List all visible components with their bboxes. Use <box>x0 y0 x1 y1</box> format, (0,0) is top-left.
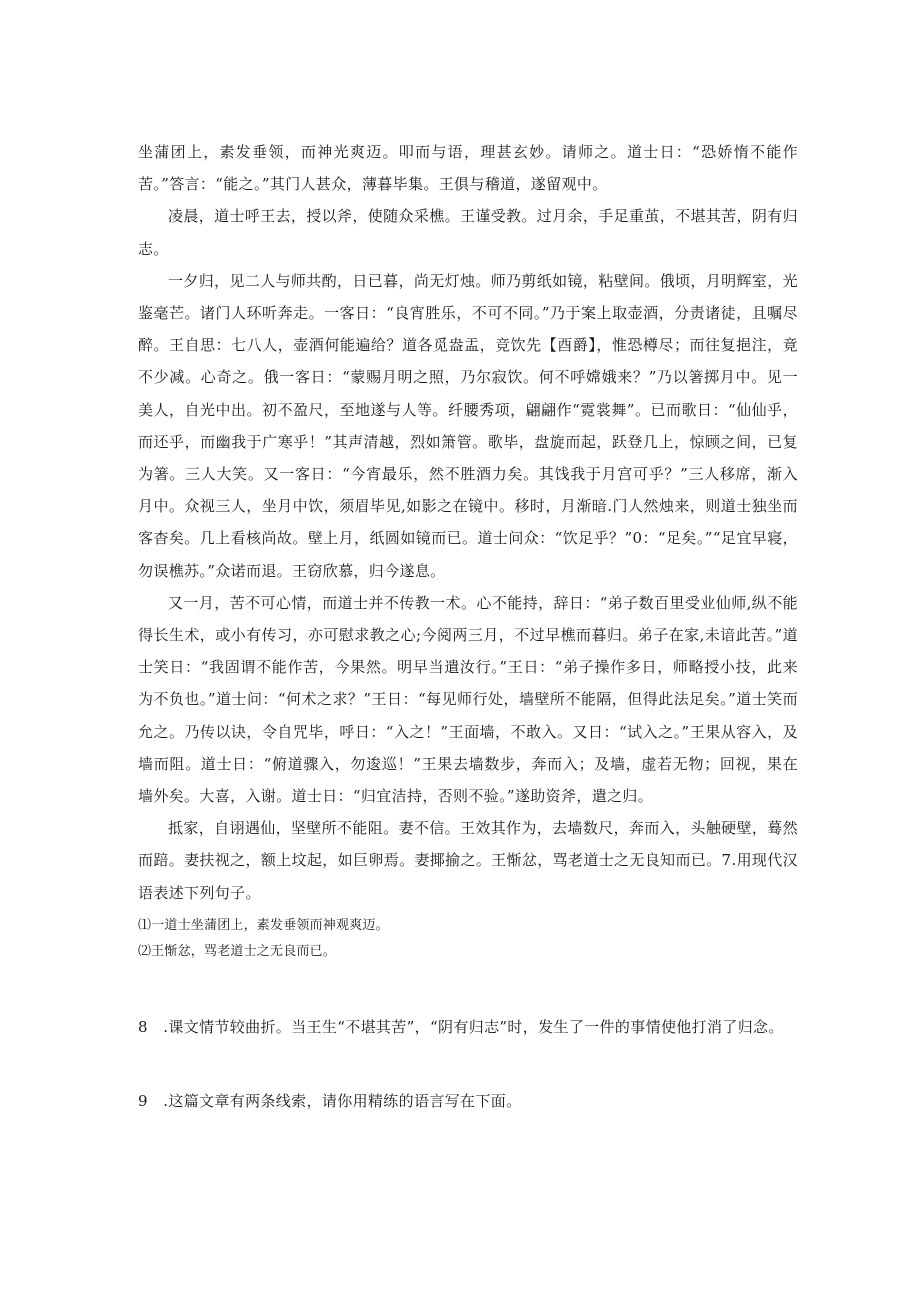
subquestion-1: ⑴一道士坐蒲团上，素发垂领而神观爽迈。 <box>138 917 389 933</box>
paragraph-1: 坐蒲团上，素发垂领，而神光爽迈。叩而与语，理甚玄妙。请师之。道士日：“恐娇惰不能作苦。”答言：“能之。”其门人甚众，薄暮毕集。王俱与稽道，遂留观中。 <box>138 143 798 194</box>
question-9: 9 .这篇文章有两条线索，请你用精练的语言写在下面。 <box>138 1091 522 1110</box>
paragraph-3: 一夕归，见二人与师共酌，日已暮，尚无灯烛。师乃剪纸如镜，粘壁间。俄顷，月明辉室，光鉴毫芒。诸门人环听奔走。一客日：“良宵胜乐，不可不同。”乃于案上取壶酒，分责诸徒，且嘱尽醉。王自思：七八人，壶酒何能遍给？道各觅盎盂，竞饮先【酉爵】，惟恐樽尽；而往复挹注，竟不少减。心奇之。俄一客日：“蒙赐月明之照，乃尔寂饮。何不呼嫦娥来？”乃以箸掷月中。见一美人，自光中出。初不盈尺，至地遂与人等。纤腰秀项，翩翩作“霓裳舞”。已而歌日：“仙仙乎，而还乎，而幽我于广寒乎！”其声清越，烈如箫管。歌毕，盘旋而起，跃登几上，惊顾之间，已复为箸。三人大笑。又一客日：“今宵最乐，然不胜酒力矣。其饯我于月宫可乎？”三人移席，渐入月中。众视三人，坐月中饮，须眉毕见,如影之在镜中。移时，月渐暗.门人然烛来，则道士独坐而客杳矣。几上看核尚故。壁上月，纸圆如镜而已。道士问众：“饮足乎？”0：“足矣。”“足宜早寝，勿误樵苏。”众诺而退。王窃欣慕，归今遂息。 <box>138 271 798 580</box>
subquestion-2: ⑵王惭忿，骂老道士之无良而已。 <box>138 943 337 959</box>
paragraph-4: 又一月，苦不可心情，而道士并不传教一术。心不能持，辞日：“弟子数百里受业仙师,纵不能得长生术，或小有传习，亦可慰求教之心;今阅两三月，不过早樵而暮归。弟子在家,未谙此苦。”道士笑日：“我固谓不能作苦，今果然。明早当遣汝行。”王日：“弟子操作多日，师略授小技，此来为不负也。”道士问：“何术之求？”王日：“每见师行处，墙壁所不能隔，但得此法足矣。”道士笑而允之。乃传以诀，令自咒毕，呼日：“入之！”王面墙，不敢入。又日：“试入之。”王果从容入，及墙而阻。道士日：“俯道骤入，勿逡巡！”王果去墙数步，奔而入；及墙，虚若无物；回视，果在墙外矣。大喜，入谢。道士日：“归宜洁持，否则不验。”遂助资斧，遣之归。 <box>138 593 798 806</box>
document-page <box>138 136 798 1113</box>
question-7-subitems <box>138 913 798 965</box>
question-8: 8 .课文情节较曲折。当王生“不堪其苦”，“阴有归志”时，发生了一件的事情使他打消了归念。 <box>138 1017 784 1036</box>
paragraph-5: 抵家，自诩遇仙，坚壁所不能阻。妻不信。王效其作为，去墙数尺，奔而入，头触硬壁，蓦然而踣。妻扶视之，额上坟起，如巨卵焉。妻揶揄之。王惭忿，骂老道士之无良知而已。7.用现代汉语表述下列句子。 <box>138 819 798 902</box>
paragraph-2: 凌晨，道士呼王去，授以斧，使随众采樵。王谨受教。过月余，手足重茧，不堪其苦，阴有归志。 <box>138 207 798 258</box>
